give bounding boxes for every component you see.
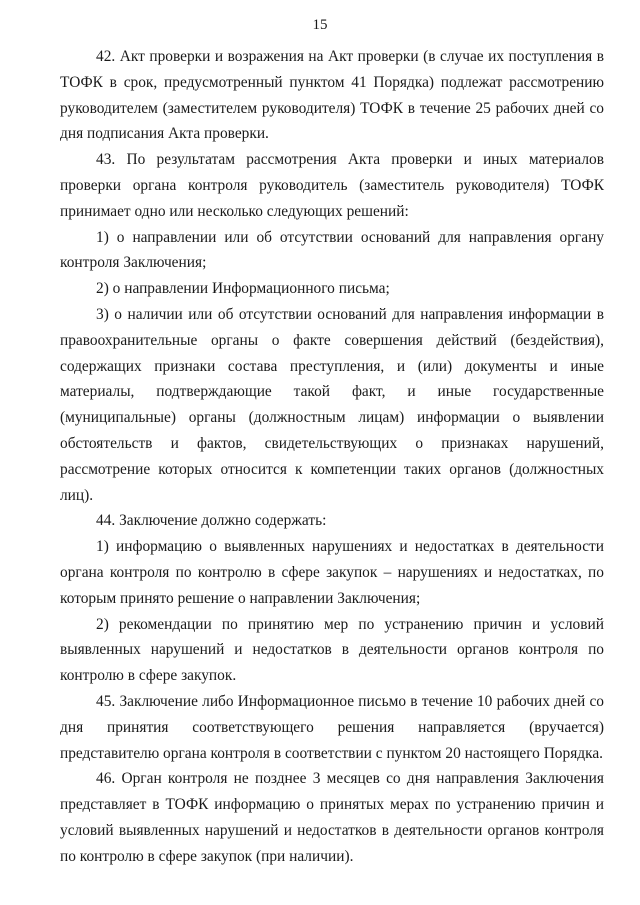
page-number: 15 [312, 17, 328, 33]
document-body [60, 44, 604, 870]
paragraph-45: 45. Заключение либо Информационное письмо в течение 10 рабочих дней со дня принятия соответствующего решения направляется (вручается) представителю органа контроля в соответствии с пунктом 20 настоящего Порядка. [60, 692, 604, 762]
paragraph-42: 42. Акт проверки и возражения на Акт проверки (в случае их поступления в ТОФК в срок, предусмотренный пунктом 41 Порядка) подлежат рассмотрению руководителем (заместителем руководителя) ТОФК в течение 25 рабочих дней со дня подписания Акта проверки. [60, 48, 604, 143]
paragraph-46: 46. Орган контроля не позднее 3 месяцев со дня направления Заключения представляет в ТОФК информацию о принятых мерах по устранению причин и условий выявленных нарушений и недостатков в деятельности органов контроля по контролю в сфере закупок (при наличии). [60, 770, 604, 865]
paragraph-44: 44. Заключение должно содержать: [96, 512, 327, 530]
paragraph-43-item-3: 3) о наличии или об отсутствии оснований для направления информации в правоохранительные органы о факте совершения действий (бездействия), содержащих признаки состава преступления, и (или) документы и иные материалы, подтверждающие такой факт, и иные государственные (муниципальные) органы (должностным лицам) информации о выявлении обстоятельств и фактов, свидетельствующих о признаках нарушений, рассмотрение которых относится к компетенции таких органов (должностных лиц). [60, 305, 604, 504]
paragraph-43: 43. По результатам рассмотрения Акта проверки и иных материалов проверки органа контроля руководитель (заместитель руководителя) ТОФК принимает одно или несколько следующих решений: [60, 151, 604, 220]
paragraph-44-item-1: 1) информацию о выявленных нарушениях и недостатках в деятельности органа контроля по контролю в сфере закупок – нарушениях и недостатках, по которым принято решение о направлении Заключения; [60, 538, 604, 607]
paragraph-43-item-1: 1) о направлении или об отсутствии оснований для направления органу контроля Заключения; [60, 228, 604, 272]
paragraph-43-item-2: 2) о направлении Информационного письма; [96, 280, 390, 298]
paragraph-44-item-2: 2) рекомендации по принятию мер по устранению причин и условий выявленных нарушений и недостатков в деятельности органов контроля по контролю в сфере закупок. [60, 615, 604, 685]
